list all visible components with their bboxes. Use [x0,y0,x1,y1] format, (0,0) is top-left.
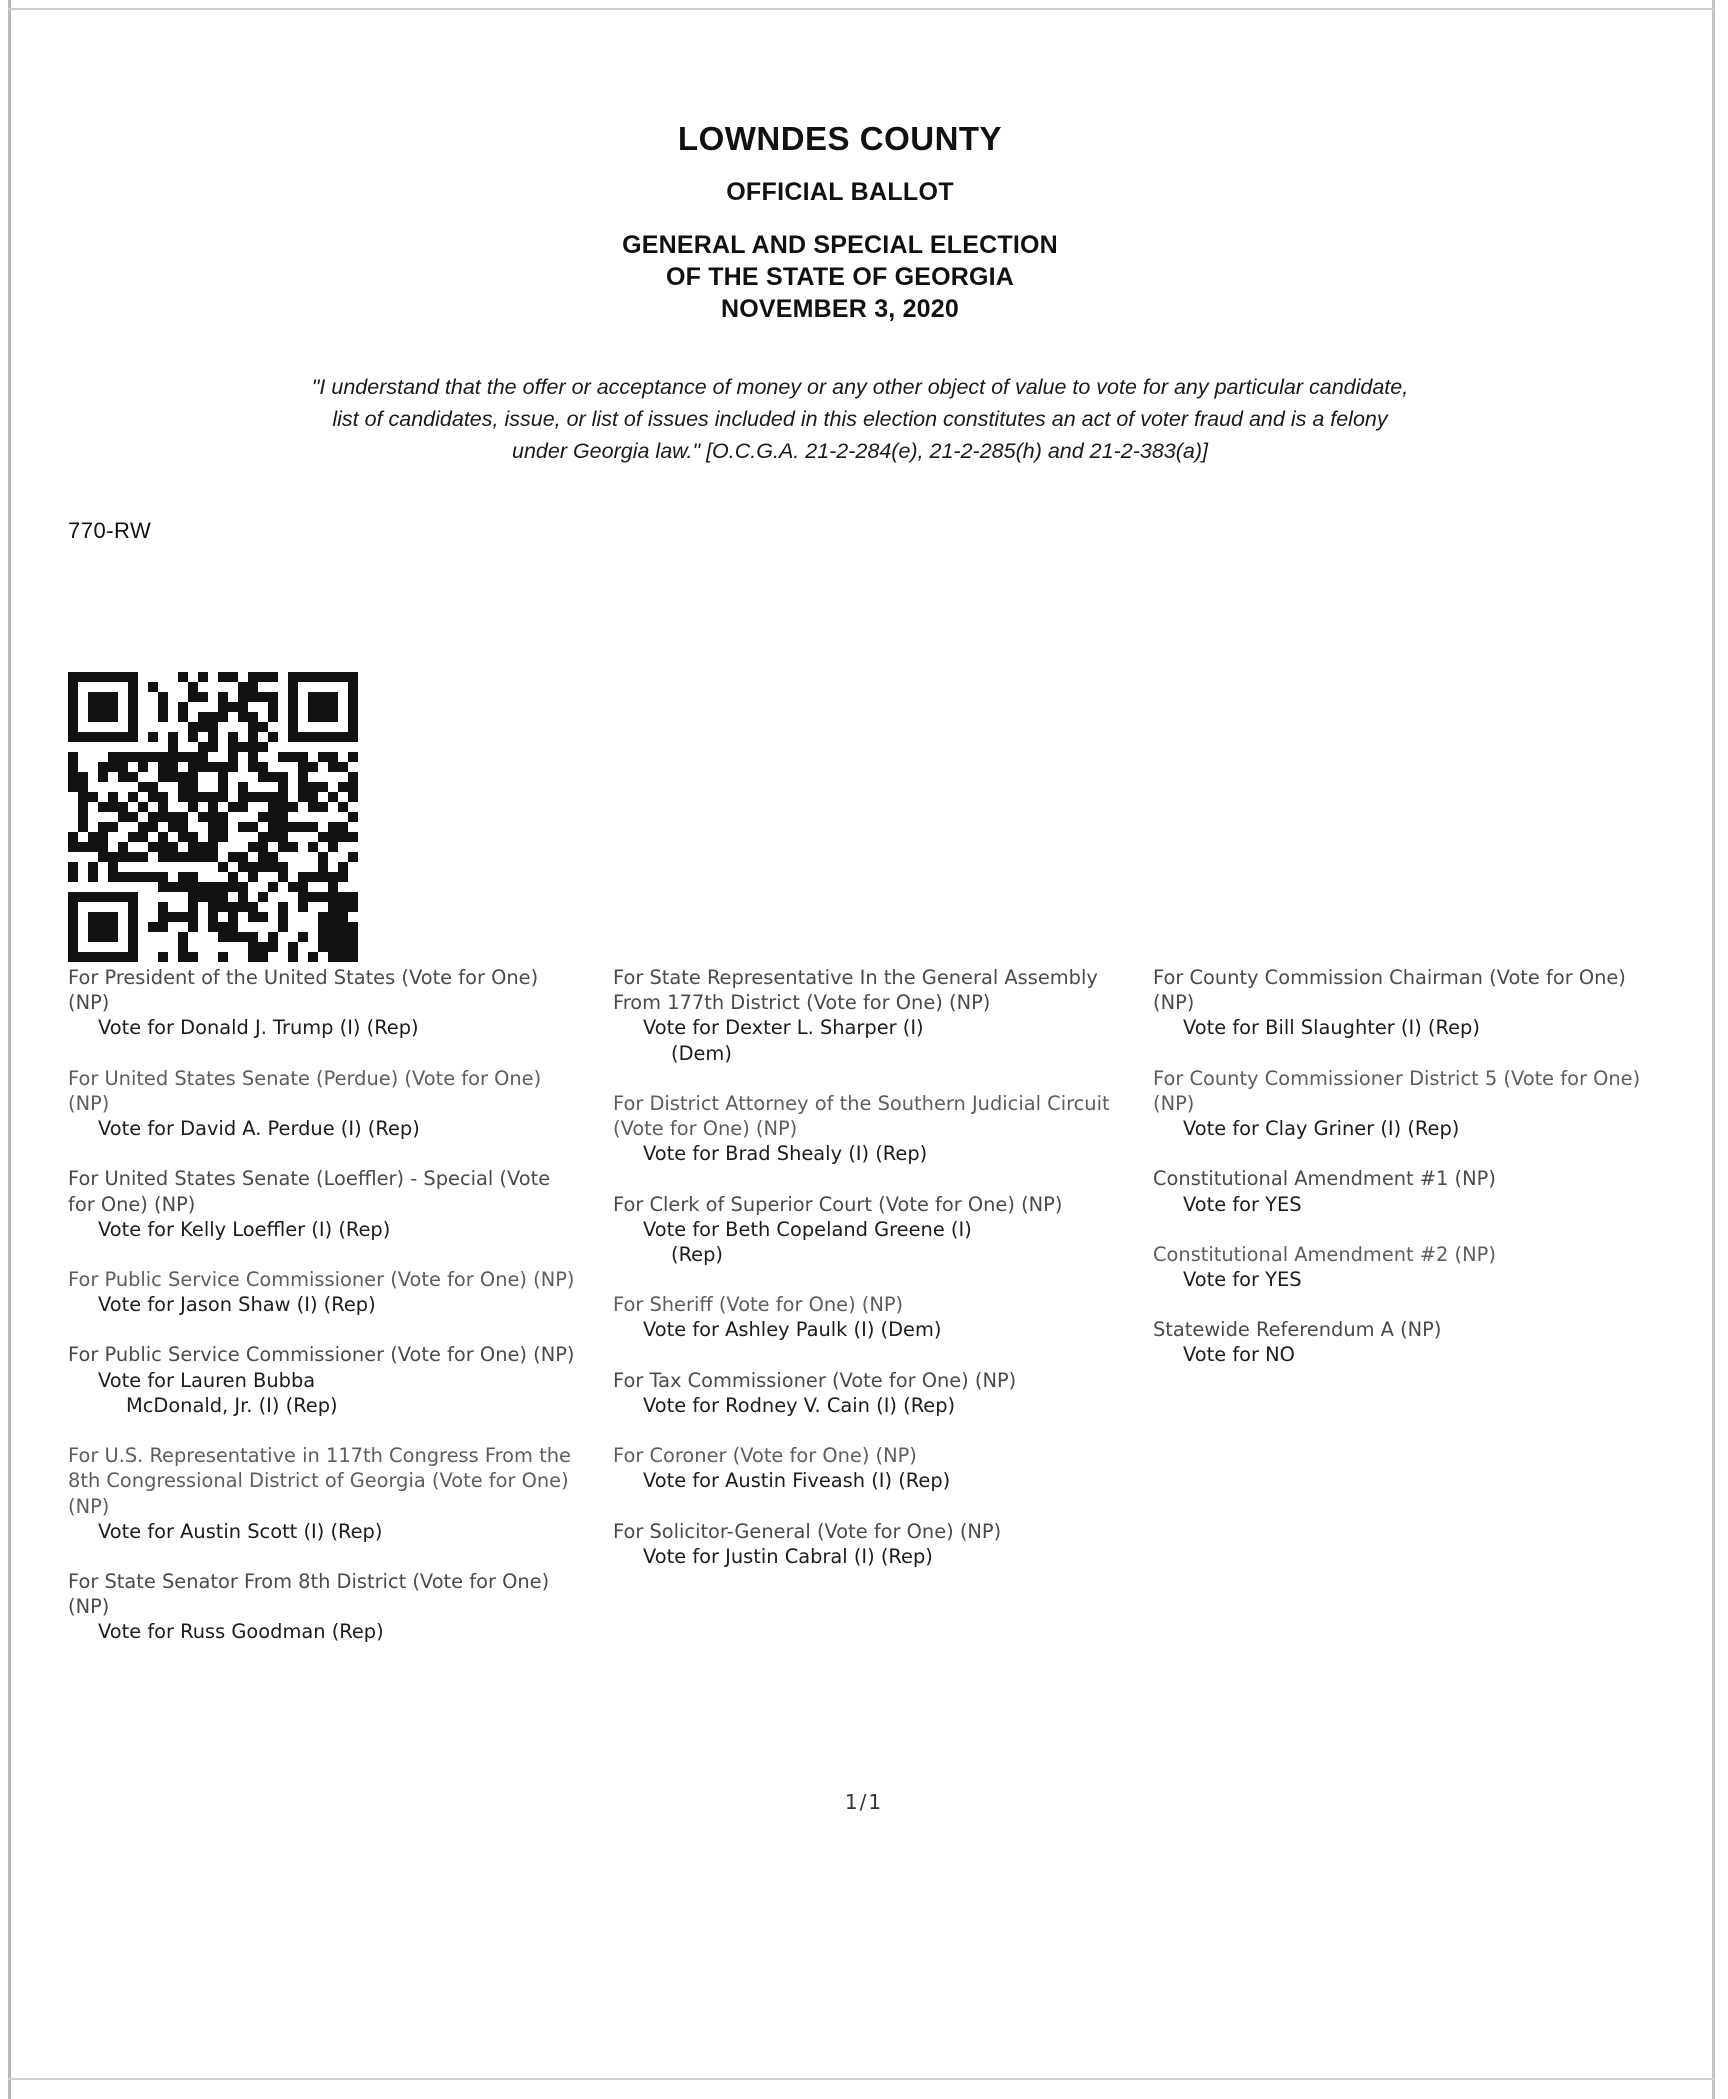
ballot-style-code: 770-RW [68,518,152,543]
contest-title: Constitutional Amendment #1 (NP) [1153,1167,1496,1191]
contest-title: For United States Senate (Loeffler) - Special (Vote for One) (NP) [68,1167,551,1216]
page-title: LOWNDES COUNTY [677,120,1003,157]
contest-block [613,1192,1133,1268]
contest-title: For Clerk of Superior Court (Vote for One) (NP) [613,1192,1063,1216]
contest-choice: Vote for NO [1183,1343,1295,1367]
voter-fraud-notice-line1: "I understand that the offer or acceptance of money or any other object of value to vote for any particular candidate, [311,375,1409,399]
contest-choice: Vote for Donald J. Trump (I) (Rep) [98,1016,419,1040]
contest-choice: Vote for Kelly Loeffler (I) (Rep) [98,1217,391,1241]
contest-choice: Vote for Justin Cabral (I) (Rep) [643,1544,933,1568]
page-number: 1/1 [844,1790,884,1814]
contest-choice: (Rep) [671,1242,723,1266]
contest-choice: Vote for Lauren Bubba [98,1368,316,1392]
contest-title: For County Commissioner District 5 (Vote for One) (NP) [1153,1066,1641,1115]
contest-choice: Vote for Austin Scott (I) (Rep) [98,1519,383,1543]
contest-block [613,1519,1133,1569]
contest-choice: Vote for YES [1183,1192,1302,1216]
election-title-line2: OF THE STATE OF GEORGIA [665,263,1015,291]
contest-block [1153,1317,1663,1367]
contest-block [68,1166,580,1242]
official-ballot-subtitle: OFFICIAL BALLOT [726,178,954,206]
election-title [60,229,1620,325]
contest-title: For Public Service Commissioner (Vote for One) (NP) [68,1267,575,1291]
contest-block [68,1267,580,1317]
voter-fraud-notice [70,372,1650,467]
election-title-line1: GENERAL AND SPECIAL ELECTION [622,231,1058,259]
contest-title: For President of the United States (Vote for One) (NP) [68,966,539,1015]
contest-choice: Vote for Russ Goodman (Rep) [98,1620,384,1644]
contest-columns [68,965,1658,1745]
contest-title: For Solicitor-General (Vote for One) (NP) [613,1519,1002,1543]
contest-title: For Tax Commissioner (Vote for One) (NP) [613,1368,1017,1392]
contest-block [613,1443,1133,1493]
contest-block [68,965,580,1041]
contest-title: For State Representative In the General Assembly From 177th District (Vote for One) (NP) [613,966,1098,1015]
contest-title: Statewide Referendum A (NP) [1153,1318,1442,1342]
contest-title: For Public Service Commissioner (Vote for One) (NP) [68,1343,575,1367]
qr-code-container [68,672,358,962]
contest-choice: Vote for Rodney V. Cain (I) (Rep) [643,1393,956,1417]
contest-block [68,1569,580,1645]
contest-title: Constitutional Amendment #2 (NP) [1153,1242,1496,1266]
contest-choice: (Dem) [671,1041,732,1065]
contest-column-2 [613,965,1133,1594]
contest-block [68,1342,580,1418]
contest-choice: Vote for Austin Fiveash (I) (Rep) [643,1469,951,1493]
contest-title: For U.S. Representative in 117th Congress From the 8th Congressional District of Georgia (Vote for One) (NP) [68,1444,571,1518]
election-date: NOVEMBER 3, 2020 [720,295,959,323]
contest-choice: Vote for Brad Shealy (I) (Rep) [643,1142,928,1166]
contest-choice: Vote for Beth Copeland Greene (I) [643,1217,972,1241]
contest-choice: McDonald, Jr. (I) (Rep) [126,1393,338,1417]
contest-choice: Vote for David A. Perdue (I) (Rep) [98,1117,420,1141]
contest-block [1153,1166,1663,1216]
ballot-header [60,120,1620,325]
contest-title: For Sheriff (Vote for One) (NP) [613,1293,904,1317]
contest-choice: Vote for Jason Shaw (I) (Rep) [98,1293,376,1317]
qr-code-icon [68,672,358,962]
contest-column-1 [68,965,580,1670]
contest-block [68,1443,580,1544]
contest-title: For United States Senate (Perdue) (Vote for One) (NP) [68,1066,542,1115]
contest-choice: Vote for YES [1183,1267,1302,1291]
contest-title: For County Commission Chairman (Vote for One) (NP) [1153,966,1626,1015]
contest-title: For Coroner (Vote for One) (NP) [613,1444,917,1468]
voter-fraud-notice-line2: list of candidates, issue, or list of issues included in this election constitutes an act of voter fraud and is a felony [332,406,1388,431]
contest-block [613,1292,1133,1342]
contest-choice: Vote for Dexter L. Sharper (I) [643,1016,924,1040]
contest-block [613,965,1133,1066]
contest-block [68,1066,580,1142]
contest-title: For District Attorney of the Southern Judicial Circuit (Vote for One) (NP) [613,1091,1110,1141]
contest-column-3 [1153,965,1663,1393]
contest-choice: Vote for Clay Griner (I) (Rep) [1183,1117,1460,1141]
contest-choice: Vote for Bill Slaughter (I) (Rep) [1183,1016,1480,1040]
contest-title: For State Senator From 8th District (Vote for One) (NP) [68,1569,550,1619]
contest-choice: Vote for Ashley Paulk (I) (Dem) [643,1318,942,1342]
contest-block [613,1368,1133,1418]
contest-block [1153,1242,1663,1292]
contest-block [1153,965,1663,1041]
contest-block [613,1091,1133,1167]
contest-block [1153,1066,1663,1142]
voter-fraud-notice-line3: under Georgia law." [O.C.G.A. 21-2-284(e), 21-2-285(h) and 21-2-383(a)] [512,438,1208,463]
